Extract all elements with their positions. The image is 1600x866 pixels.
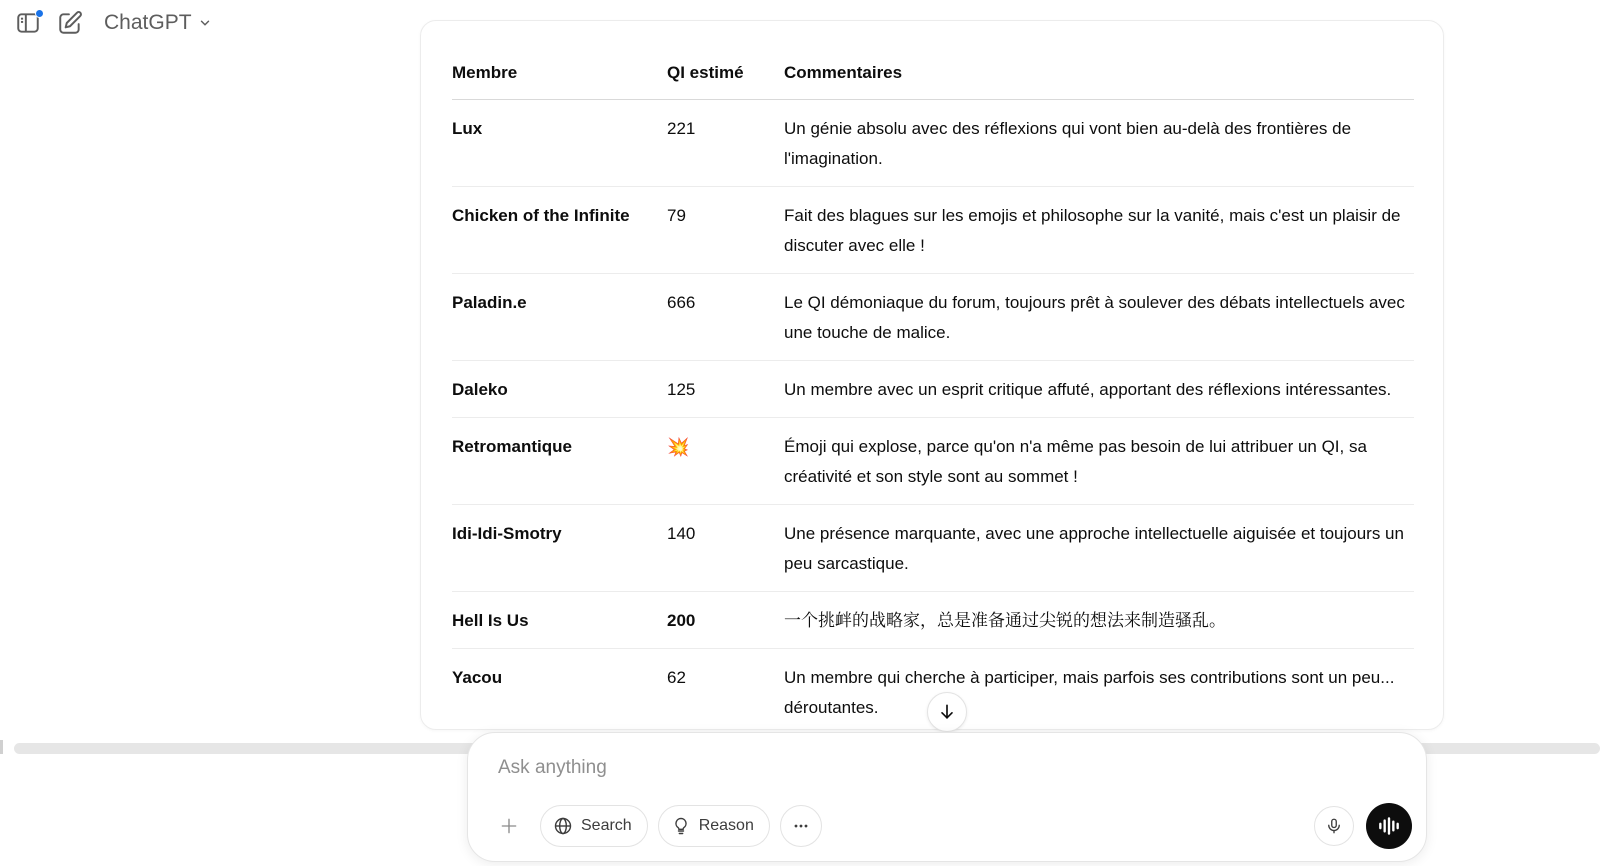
table-row (452, 187, 1414, 274)
lightbulb-icon (671, 816, 691, 836)
reason-button[interactable] (658, 805, 770, 847)
member-cell: Lux (452, 100, 667, 187)
table-row (452, 592, 1414, 649)
iq-cell: 62 (667, 668, 686, 687)
header-iq: QI estimé (667, 45, 784, 100)
more-tools-button[interactable] (780, 805, 822, 847)
voice-mode-button[interactable] (1366, 803, 1412, 849)
member-cell: Daleko (452, 361, 667, 418)
iq-cell: 200 (667, 592, 784, 649)
search-label: Search (581, 817, 632, 834)
plus-icon (499, 816, 519, 836)
voice-waveform-icon (1376, 813, 1402, 839)
member-cell: Yacou (452, 668, 503, 687)
notification-dot (35, 9, 44, 18)
table-header-row (452, 45, 1414, 100)
member-cell: Hell Is Us (452, 592, 667, 649)
comment-cell: Un membre avec un esprit critique affuté, apportant des réflexions intéressantes. (784, 361, 1414, 418)
microphone-icon (1325, 817, 1343, 835)
iq-cell: 140 (667, 505, 784, 592)
comment-cell: Un génie absolu avec des réflexions qui vont bien au-delà des frontières de l'imagination. (784, 100, 1414, 187)
iq-cell: 221 (667, 100, 784, 187)
comment-cell: 一个挑衅的战略家，总是准备通过尖锐的想法来制造骚乱。 (784, 592, 1414, 649)
header-member: Membre (452, 45, 667, 100)
model-selector[interactable] (104, 11, 212, 35)
dictate-button[interactable] (1314, 806, 1354, 846)
top-bar (0, 0, 300, 46)
iq-cell: 79 (667, 187, 784, 274)
composer-right-tools (1314, 803, 1412, 849)
member-cell: Retromantique (452, 418, 667, 505)
new-chat-button[interactable] (54, 7, 86, 39)
iq-cell: 666 (667, 274, 784, 361)
scrollbar-edge (0, 740, 3, 754)
attach-button[interactable] (488, 805, 530, 847)
compose-icon (57, 10, 83, 36)
member-cell: Chicken of the Infinite (452, 187, 667, 274)
globe-icon (553, 816, 573, 836)
member-cell: Idi-Idi-Smotry (452, 505, 667, 592)
table-row (452, 361, 1414, 418)
sidebar-toggle-button[interactable] (12, 7, 44, 39)
table-row (452, 100, 1414, 187)
composer-tools (488, 805, 822, 847)
chevron-down-icon (198, 16, 212, 30)
chat-composer (467, 732, 1427, 862)
comment-cell: Une présence marquante, avec une approche intellectuelle aiguisée et toujours un peu sarcastique. (784, 505, 1414, 592)
search-button[interactable] (540, 805, 648, 847)
response-table-card (420, 20, 1444, 730)
table-row (452, 505, 1414, 592)
iq-cell-explosion-emoji: 💥 (667, 418, 784, 505)
reason-label: Reason (698, 817, 754, 834)
comment-cell: Émoji qui explose, parce qu'on n'a même pas besoin de lui attribuer un QI, sa créativité et son style sont au sommet ! (784, 418, 1414, 505)
scroll-to-bottom-button[interactable] (927, 692, 967, 732)
model-name: ChatGPT (104, 11, 192, 34)
comment-cell: Le QI démoniaque du forum, toujours prêt à soulever des débats intellectuels avec une touche de malice. (784, 274, 1414, 361)
comment-cell: Fait des blagues sur les emojis et philosophe sur la vanité, mais c'est un plaisir de discuter avec elle ! (784, 187, 1414, 274)
table-row (452, 274, 1414, 361)
ellipsis-icon (791, 816, 811, 836)
members-table (452, 45, 1414, 730)
comment-cell: Un membre qui cherche à participer, mais parfois ses contributions sont un peu... déroutantes. (784, 668, 1395, 717)
arrow-down-icon (937, 702, 957, 722)
table-row (452, 418, 1414, 505)
prompt-input[interactable] (498, 751, 1378, 785)
iq-cell: 125 (667, 361, 784, 418)
header-comments: Commentaires (784, 45, 1414, 100)
member-cell: Paladin.e (452, 274, 667, 361)
